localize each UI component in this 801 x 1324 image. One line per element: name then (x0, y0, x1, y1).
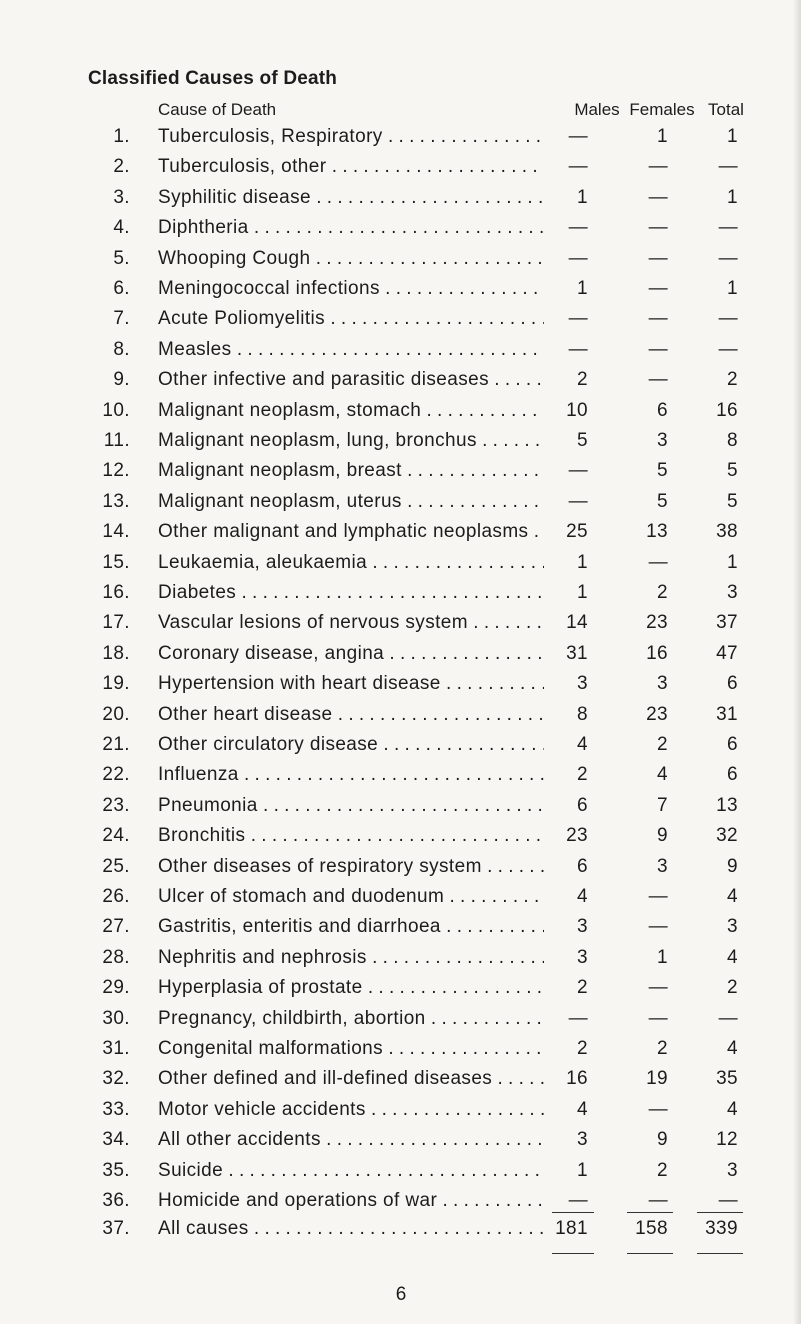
row-cause-text: Hypertension with heart disease (158, 673, 441, 695)
row-females: — (648, 217, 668, 239)
total-rule-top-males (552, 1212, 594, 1213)
row-number: 33. (102, 1098, 130, 1120)
row-cause (158, 156, 544, 178)
row-total: 35 (716, 1068, 738, 1090)
row-number: 8. (113, 338, 130, 360)
row-cause-text: Motor vehicle accidents (158, 1098, 366, 1120)
table-row (0, 308, 801, 338)
table-row (0, 643, 801, 673)
row-number: 24. (102, 825, 130, 847)
row-total: 2 (727, 369, 738, 391)
row-total: 47 (716, 642, 738, 664)
row-males: 2 (577, 369, 588, 391)
row-males: — (568, 126, 588, 147)
table-row (0, 1099, 801, 1129)
row-males: 23 (566, 825, 588, 847)
row-males: 1 (577, 1159, 588, 1181)
row-males: 4 (577, 734, 588, 755)
row-cause-text: Tuberculosis, Respiratory (158, 126, 383, 147)
total-rule-top-total (697, 1212, 743, 1213)
row-number: 21. (102, 734, 130, 755)
row-females: 23 (646, 703, 668, 725)
row-number: 35. (102, 1159, 130, 1181)
row-cause-text: Malignant neoplasm, lung, bronchus (158, 430, 477, 451)
table-row (0, 460, 801, 490)
row-males: 4 (577, 886, 588, 907)
row-total: 5 (727, 460, 738, 482)
row-total: 12 (716, 1129, 738, 1151)
table-row (0, 795, 801, 825)
row-cause (158, 886, 544, 908)
row-cause (158, 916, 544, 938)
row-males: 2 (577, 977, 588, 999)
row-total: 3 (727, 1159, 738, 1181)
row-females: 2 (657, 582, 668, 603)
row-total: 5 (727, 490, 738, 512)
table-row (0, 612, 801, 642)
row-females: — (648, 369, 668, 391)
row-females: 5 (657, 460, 668, 482)
row-total: 6 (727, 673, 738, 695)
table-row (0, 856, 801, 886)
table-row (0, 825, 801, 855)
row-cause (158, 491, 544, 513)
row-cause-text: Diabetes (158, 582, 237, 603)
row-cause-text: Pneumonia (158, 794, 258, 816)
row-number: 11. (103, 430, 130, 451)
table-row (0, 126, 801, 156)
row-males: 31 (566, 642, 588, 664)
row-males: — (568, 338, 588, 360)
row-females: 2 (657, 1038, 668, 1059)
row-total: 4 (727, 886, 738, 907)
table-row (0, 430, 801, 460)
row-cause-text: Ulcer of stomach and duodenum (158, 886, 445, 907)
row-females: 13 (646, 521, 668, 543)
table-row (0, 704, 801, 734)
row-number: 19. (102, 673, 130, 695)
row-total: — (718, 156, 738, 178)
row-cause (158, 947, 544, 969)
row-total: 8 (727, 430, 738, 451)
row-cause (158, 734, 544, 756)
total-row-males: 181 (555, 1218, 588, 1239)
row-total: 4 (727, 946, 738, 968)
row-total: 3 (727, 916, 738, 938)
row-total: 38 (716, 521, 738, 543)
row-number: 9. (113, 369, 130, 391)
row-cause (158, 582, 544, 604)
row-males: — (568, 1190, 588, 1211)
row-cause-text: Vascular lesions of nervous system (158, 612, 468, 634)
row-cause (158, 1008, 544, 1030)
row-females: — (648, 338, 668, 360)
table-row (0, 491, 801, 521)
row-total: 2 (727, 977, 738, 999)
table-row (0, 673, 801, 703)
row-total: 4 (727, 1038, 738, 1059)
row-cause-text: Malignant neoplasm, breast (158, 460, 402, 482)
row-total: 16 (716, 399, 738, 421)
row-cause-text: Nephritis and nephrosis (158, 946, 367, 968)
table-row (0, 339, 801, 369)
row-total: — (718, 308, 738, 330)
table-row (0, 916, 801, 946)
row-cause (158, 460, 544, 482)
row-females: 9 (657, 1129, 668, 1151)
row-cause (158, 825, 544, 847)
row-males: — (568, 308, 588, 330)
row-females: — (648, 1190, 668, 1211)
row-total: 4 (727, 1098, 738, 1120)
row-cause-text: Acute Poliomyelitis (158, 308, 326, 330)
row-females: — (648, 916, 668, 938)
row-number: 15. (102, 551, 130, 573)
row-cause-text: Suicide (158, 1159, 224, 1181)
row-number: 7. (113, 308, 130, 330)
row-cause-text: Whooping Cough (158, 247, 311, 269)
table-row (0, 1129, 801, 1159)
row-cause (158, 795, 544, 817)
row-cause-text: Congenital malformations (158, 1038, 384, 1059)
table-row (0, 248, 801, 278)
row-total: 1 (727, 278, 738, 299)
row-males: 8 (577, 703, 588, 725)
table-row (0, 217, 801, 247)
row-females: — (648, 1007, 668, 1029)
row-females: — (648, 1098, 668, 1120)
table-row (0, 1160, 801, 1190)
table-row (0, 278, 801, 308)
row-males: 6 (577, 794, 588, 816)
row-cause (158, 764, 544, 786)
row-cause (158, 643, 544, 665)
row-number: 12. (102, 460, 130, 482)
row-cause (158, 278, 544, 300)
row-males: 1 (577, 186, 588, 208)
row-males: 3 (577, 946, 588, 968)
row-females: 7 (657, 794, 668, 816)
row-total: 13 (716, 794, 738, 816)
row-cause (158, 673, 544, 695)
table-row (0, 1008, 801, 1038)
total-row-cause (158, 1218, 544, 1240)
row-males: 3 (577, 1129, 588, 1151)
row-females: — (648, 247, 668, 269)
row-females: — (648, 186, 668, 208)
row-total: — (718, 247, 738, 269)
page-number: 6 (395, 1284, 407, 1305)
row-total: 32 (716, 825, 738, 847)
row-cause (158, 1190, 544, 1212)
row-number: 5. (113, 247, 130, 269)
row-females: 9 (657, 825, 668, 847)
row-number: 34. (102, 1129, 130, 1151)
row-number: 28. (102, 946, 130, 968)
table-row (0, 764, 801, 794)
row-males: 3 (577, 916, 588, 938)
row-females: 19 (646, 1068, 668, 1090)
row-females: 2 (657, 734, 668, 755)
row-females: 3 (657, 673, 668, 695)
row-females: 1 (657, 126, 668, 147)
row-males: 2 (577, 764, 588, 786)
row-males: 1 (577, 278, 588, 299)
row-males: 2 (577, 1038, 588, 1059)
row-total: 6 (727, 734, 738, 755)
row-males: — (568, 490, 588, 512)
row-males: 3 (577, 673, 588, 695)
row-cause-text: Other infective and parasitic diseases (158, 369, 489, 391)
row-cause (158, 856, 544, 878)
row-cause (158, 400, 544, 422)
row-cause (158, 612, 544, 634)
row-males: — (568, 247, 588, 269)
row-total: 9 (727, 855, 738, 877)
row-males: 10 (566, 399, 588, 421)
page-title: Classified Causes of Death (88, 68, 338, 89)
row-cause-text: Malignant neoplasm, stomach (158, 399, 422, 421)
total-row-total: 339 (705, 1218, 738, 1239)
row-cause-text: Homicide and operations of war (158, 1190, 438, 1211)
row-cause-text: Hyperplasia of prostate (158, 977, 363, 999)
row-cause (158, 1068, 544, 1090)
row-males: 1 (577, 582, 588, 603)
row-cause (158, 339, 544, 361)
table-row (0, 369, 801, 399)
row-total: — (718, 1190, 738, 1211)
table-row (0, 156, 801, 186)
row-number: 20. (102, 703, 130, 725)
row-cause-text: Measles (158, 338, 232, 360)
row-females: 23 (646, 612, 668, 634)
table-row (0, 1190, 801, 1220)
row-total: 3 (727, 582, 738, 603)
row-number: 10. (102, 399, 130, 421)
row-number: 2. (113, 156, 130, 178)
row-number: 13. (102, 490, 130, 512)
row-cause-text: Bronchitis (158, 825, 246, 847)
table-row (0, 1068, 801, 1098)
row-total: 1 (727, 186, 738, 208)
row-total: — (718, 1007, 738, 1029)
row-number: 32. (102, 1068, 130, 1090)
total-row-females: 158 (635, 1218, 668, 1239)
row-males: 4 (577, 1098, 588, 1120)
total-row (0, 1218, 801, 1248)
row-cause (158, 521, 544, 543)
row-number: 6. (113, 278, 130, 299)
row-females: — (648, 278, 668, 299)
row-cause (158, 1038, 544, 1060)
row-females: — (648, 308, 668, 330)
row-males: 1 (577, 551, 588, 573)
row-total: — (718, 217, 738, 239)
row-males: — (568, 1007, 588, 1029)
row-cause (158, 1160, 544, 1182)
row-cause-text: Coronary disease, angina (158, 642, 385, 664)
row-cause-text: Other heart disease (158, 703, 333, 725)
table-row (0, 582, 801, 612)
row-number: 17. (102, 612, 130, 634)
table-row (0, 734, 801, 764)
row-females: 5 (657, 490, 668, 512)
row-number: 23. (102, 794, 130, 816)
row-cause (158, 430, 544, 452)
row-cause (158, 552, 544, 574)
row-cause-text: Other diseases of respiratory system (158, 855, 482, 877)
row-males: 16 (566, 1068, 588, 1090)
row-number: 26. (102, 886, 130, 907)
row-number: 3. (113, 186, 130, 208)
row-cause-text: Malignant neoplasm, uterus (158, 490, 402, 512)
total-rule-bottom-males (552, 1253, 594, 1254)
table-row (0, 400, 801, 430)
row-total: 1 (727, 126, 738, 147)
row-number: 22. (102, 764, 130, 786)
row-number: 18. (102, 642, 130, 664)
row-females: — (648, 551, 668, 573)
row-cause-text: Diphtheria (158, 217, 249, 239)
row-cause-text: Syphilitic disease (158, 186, 311, 208)
row-number: 27. (102, 916, 130, 938)
table-row (0, 886, 801, 916)
row-males: — (568, 217, 588, 239)
row-males: — (568, 156, 588, 178)
table-row (0, 521, 801, 551)
row-cause-text: Gastritis, enteritis and diarrhoea (158, 916, 441, 938)
row-cause-text: Meningococcal infections (158, 278, 380, 299)
row-cause (158, 126, 544, 148)
table-row (0, 977, 801, 1007)
table-row (0, 187, 801, 217)
row-males: 14 (566, 612, 588, 634)
row-cause (158, 217, 544, 239)
row-cause-text: Pregnancy, childbirth, abortion (158, 1007, 426, 1029)
row-number: 25. (102, 855, 130, 877)
row-total: 31 (716, 703, 738, 725)
row-females: — (648, 886, 668, 907)
row-cause (158, 704, 544, 726)
total-row-number: 37. (102, 1218, 130, 1239)
total-row-cause-text: All causes (158, 1218, 249, 1239)
row-females: 6 (657, 399, 668, 421)
total-rule-bottom-females (627, 1253, 673, 1254)
row-total: — (718, 338, 738, 360)
row-cause (158, 1099, 544, 1121)
row-females: — (648, 977, 668, 999)
row-cause (158, 977, 544, 999)
row-cause-text: Influenza (158, 764, 239, 786)
row-number: 4. (113, 217, 130, 239)
table-row (0, 552, 801, 582)
row-cause (158, 248, 544, 270)
total-rule-bottom-total (697, 1253, 743, 1254)
table-row (0, 1038, 801, 1068)
header-females: Females (629, 100, 695, 119)
row-total: 37 (716, 612, 738, 634)
row-cause-text: Other circulatory disease (158, 734, 379, 755)
header-cause: Cause of Death (158, 100, 277, 119)
row-males: 6 (577, 855, 588, 877)
row-females: 16 (646, 642, 668, 664)
table-row (0, 947, 801, 977)
header-males: Males (574, 100, 620, 119)
row-males: — (568, 460, 588, 482)
header-total: Total (708, 100, 744, 119)
row-cause (158, 369, 544, 391)
row-number: 29. (102, 977, 130, 999)
row-number: 31. (102, 1038, 130, 1059)
row-number: 1. (113, 126, 130, 147)
row-cause-text: Leukaemia, aleukaemia (158, 551, 368, 573)
row-cause-text: All other accidents (158, 1129, 321, 1151)
row-cause-text: Tuberculosis, other (158, 156, 327, 178)
row-number: 36. (102, 1190, 130, 1211)
row-females: 3 (657, 430, 668, 451)
row-females: 1 (657, 946, 668, 968)
row-number: 16. (102, 582, 130, 603)
row-total: 6 (727, 764, 738, 786)
row-cause-text: Other defined and ill-defined diseases (158, 1068, 493, 1090)
row-total: 1 (727, 551, 738, 573)
total-rule-top-females (627, 1212, 673, 1213)
row-females: — (648, 156, 668, 178)
row-cause (158, 187, 544, 209)
row-number: 30. (102, 1007, 130, 1029)
row-cause (158, 308, 544, 330)
row-females: 4 (657, 764, 668, 786)
row-females: 2 (657, 1159, 668, 1181)
row-cause-text: Other malignant and lymphatic neoplasms (158, 521, 529, 543)
row-number: 14. (102, 521, 130, 543)
row-females: 3 (657, 855, 668, 877)
row-cause (158, 1129, 544, 1151)
row-males: 5 (577, 430, 588, 451)
row-males: 25 (566, 521, 588, 543)
